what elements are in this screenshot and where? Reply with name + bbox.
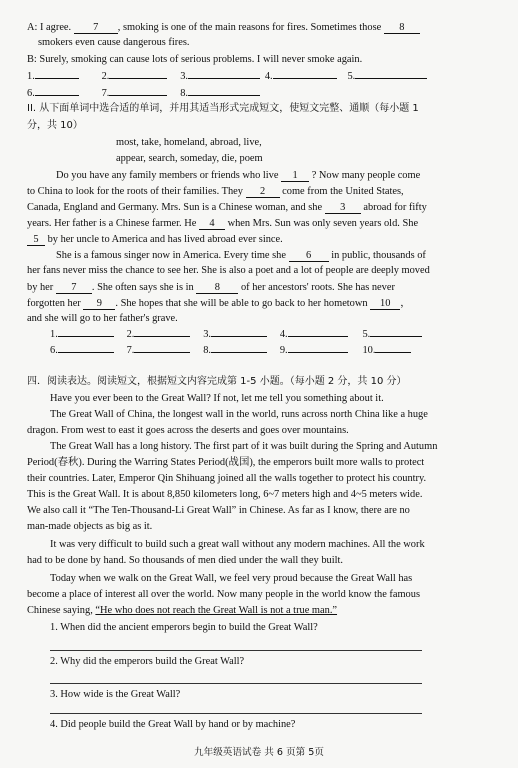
answer-blank[interactable] [188, 78, 260, 79]
section-2-heading: II. 从下面单词中选合适的单词，并用其适当形式完成短文，使短文完整、通顺（每小题 1 [27, 103, 419, 114]
answer-row-1 [27, 72, 494, 82]
answer-blank[interactable] [58, 336, 114, 337]
reading-line [27, 606, 494, 616]
passage-line [27, 298, 494, 310]
blank-10[interactable]: 10 [370, 298, 400, 310]
passage-text: abroad for fifty [363, 202, 427, 213]
reading-line: Have you ever been to the Great Wall? If not, let me tell you something about it. [50, 393, 384, 404]
reading-line: It was very difficult to build such a great wall without any modern machines. All the work [50, 539, 425, 550]
passage-line [27, 282, 494, 294]
reading-line: had to be done by hand. So thousands of men died under the wall they built. [27, 555, 343, 566]
answer-blank[interactable] [370, 336, 422, 337]
question-3: 3. How wide is the Great Wall? [50, 689, 181, 700]
answer-line-2[interactable] [50, 683, 422, 684]
answer-blank[interactable] [35, 95, 79, 96]
reading-line: We also call it “The Ten-Thousand-Li Great Wall” in Chinese. As far as I know, there are no [27, 505, 410, 516]
answer-blank[interactable] [355, 78, 427, 79]
blank-7[interactable]: 7 [74, 22, 118, 34]
answer-blank[interactable] [273, 78, 337, 79]
answer-blank[interactable] [109, 78, 167, 79]
passage-line [56, 170, 494, 182]
dialog-text: A: I agree. [27, 22, 72, 33]
answer-blank[interactable] [134, 352, 190, 353]
answer-num: 7. [126, 345, 135, 356]
section-2-heading-2: 分，共 10） [27, 120, 83, 131]
passage-line [27, 234, 494, 246]
passage-text: Do you have any family members or friends who live [56, 170, 279, 181]
answer-blank[interactable] [188, 95, 260, 96]
blank-7[interactable]: 7 [56, 282, 92, 294]
blank-3[interactable]: 3 [325, 202, 361, 214]
answer-num: 6. [50, 345, 58, 356]
answer-num: 3. [203, 329, 212, 340]
answer-blank[interactable] [109, 95, 167, 96]
passage-text: Canada, England and Germany. Mrs. Sun is a Chinese woman, and she [27, 202, 323, 213]
section-4-heading: 四．阅读表达。阅读短文，根据短文内容完成第 1-5 小题。（每小题 2 分，共 10 分） [27, 376, 407, 387]
answer-num: 4. [264, 71, 273, 82]
reading-line: become a place of interest all over the world. Now many people in the world know the famous [27, 589, 420, 600]
answer-blank[interactable] [211, 336, 267, 337]
reading-line: This is the Great Wall. It is about 8,850 kilometers long, 6~7 meters high and 4~5 meters wide. [27, 489, 423, 500]
answer-num: 9. [279, 345, 288, 356]
section-2-answer-row-2 [50, 346, 494, 356]
answer-num: 8. [203, 345, 212, 356]
passage-text: . She hopes that she will be able to go back to her hometown [115, 298, 368, 309]
passage-text: years. Her father is a Chinese farmer. He [27, 218, 197, 229]
answer-blank[interactable] [288, 336, 348, 337]
passage-text: . She often says she is in [91, 282, 194, 293]
dialog-b-line: B: Surely, smoking can cause lots of serious problems. I will never smoke again. [27, 54, 363, 65]
answer-blank[interactable] [211, 352, 267, 353]
answer-blank[interactable] [375, 352, 411, 353]
reading-line: Period(春秋). During the Warring States Period(战国), the emperors built more walls to protect [27, 457, 425, 468]
famous-saying: “He who does not reach the Great Wall is not a true man.” [95, 605, 338, 616]
answer-row-2 [27, 89, 494, 99]
answer-blank[interactable] [58, 352, 114, 353]
answer-num: 4. [279, 329, 288, 340]
answer-num: 5. [362, 329, 371, 340]
dialog-a-line-2: smokers even cause dangerous fires. [38, 37, 190, 48]
passage-text: come from the United States, [282, 186, 404, 197]
word-bank-row-1: most, take, homeland, abroad, live, [116, 137, 262, 148]
answer-num: 5. [347, 71, 356, 82]
passage-text: by her uncle to America and has lived abroad ever since. [47, 234, 283, 245]
passage-line: and she will go to her father's grave. [27, 313, 178, 324]
reading-line: The Great Wall of China, the longest wall in the world, runs across north China like a huge [50, 409, 428, 420]
reading-text: Chinese saying, [27, 605, 96, 616]
question-4: 4. Did people build the Great Wall by hand or by machine? [50, 719, 296, 730]
blank-2[interactable]: 2 [246, 186, 280, 198]
reading-line: their countries. Later, Emperor Qin Shihuang joined all the walls together to protect his country. [27, 473, 427, 484]
answer-num: 1. [27, 71, 35, 82]
answer-num: 6. [27, 88, 35, 99]
answer-num: 1. [50, 329, 58, 340]
blank-9[interactable]: 9 [83, 298, 115, 310]
passage-text: to China to look for the roots of their families. They [27, 186, 243, 197]
answer-num: 10. [362, 345, 376, 356]
answer-num: 3. [180, 71, 189, 82]
answer-num: 2. [101, 71, 110, 82]
page-footer: 九年级英语试卷 共 6 页第 5页 [194, 747, 324, 758]
blank-8[interactable]: 8 [196, 282, 238, 294]
answer-num: 8. [180, 88, 189, 99]
passage-line [56, 250, 494, 262]
passage-line: her fans never miss the chance to see her. She is also a poet and a lot of people are deeply moved [27, 265, 430, 276]
answer-blank[interactable] [288, 352, 348, 353]
passage-text: ， [400, 298, 411, 309]
blank-5[interactable]: 5 [27, 234, 45, 246]
reading-line: The Great Wall has a long history. The first part of it was built during the Spring and Autumn [50, 441, 438, 452]
passage-text: when Mrs. Sun was only seven years old. She [227, 218, 419, 229]
passage-line [27, 202, 494, 214]
answer-line-3[interactable] [50, 713, 422, 714]
passage-text: forgotten her [27, 298, 81, 309]
answer-num: 7. [101, 88, 110, 99]
dialog-text: , smoking is one of the main reasons for fires. Sometimes those [117, 22, 382, 33]
reading-line: dragon. From west to east it goes across the deserts and goes over mountains. [27, 425, 349, 436]
passage-text: ? Now many people come [311, 170, 421, 181]
answer-line-1[interactable] [50, 650, 422, 651]
blank-1[interactable]: 1 [281, 170, 309, 182]
answer-num: 2. [126, 329, 135, 340]
answer-blank[interactable] [35, 78, 79, 79]
question-1: 1. When did the ancient emperors begin to build the Great Wall? [50, 622, 318, 633]
question-2: 2. Why did the emperors build the Great Wall? [50, 656, 245, 667]
passage-text: She is a famous singer now in America. Every time she [56, 250, 286, 261]
passage-text: of her ancestors' roots. She has never [240, 282, 395, 293]
word-bank-row-2: appear, search, someday, die, poem [116, 153, 263, 164]
passage-line [27, 218, 494, 230]
dialog-a-line [27, 22, 494, 34]
section-2-answer-row-1 [50, 330, 494, 340]
reading-line: Today when we walk on the Great Wall, we feel very proud because the Great Wall has [50, 573, 413, 584]
blank-8[interactable]: 8 [384, 22, 420, 34]
answer-blank[interactable] [134, 336, 190, 337]
passage-text: by her [27, 282, 54, 293]
passage-line [27, 186, 494, 198]
passage-text: in public, thousands of [331, 250, 426, 261]
blank-4[interactable]: 4 [199, 218, 225, 230]
reading-line: man-made objects as big as it. [27, 521, 153, 532]
blank-6[interactable]: 6 [289, 250, 329, 262]
